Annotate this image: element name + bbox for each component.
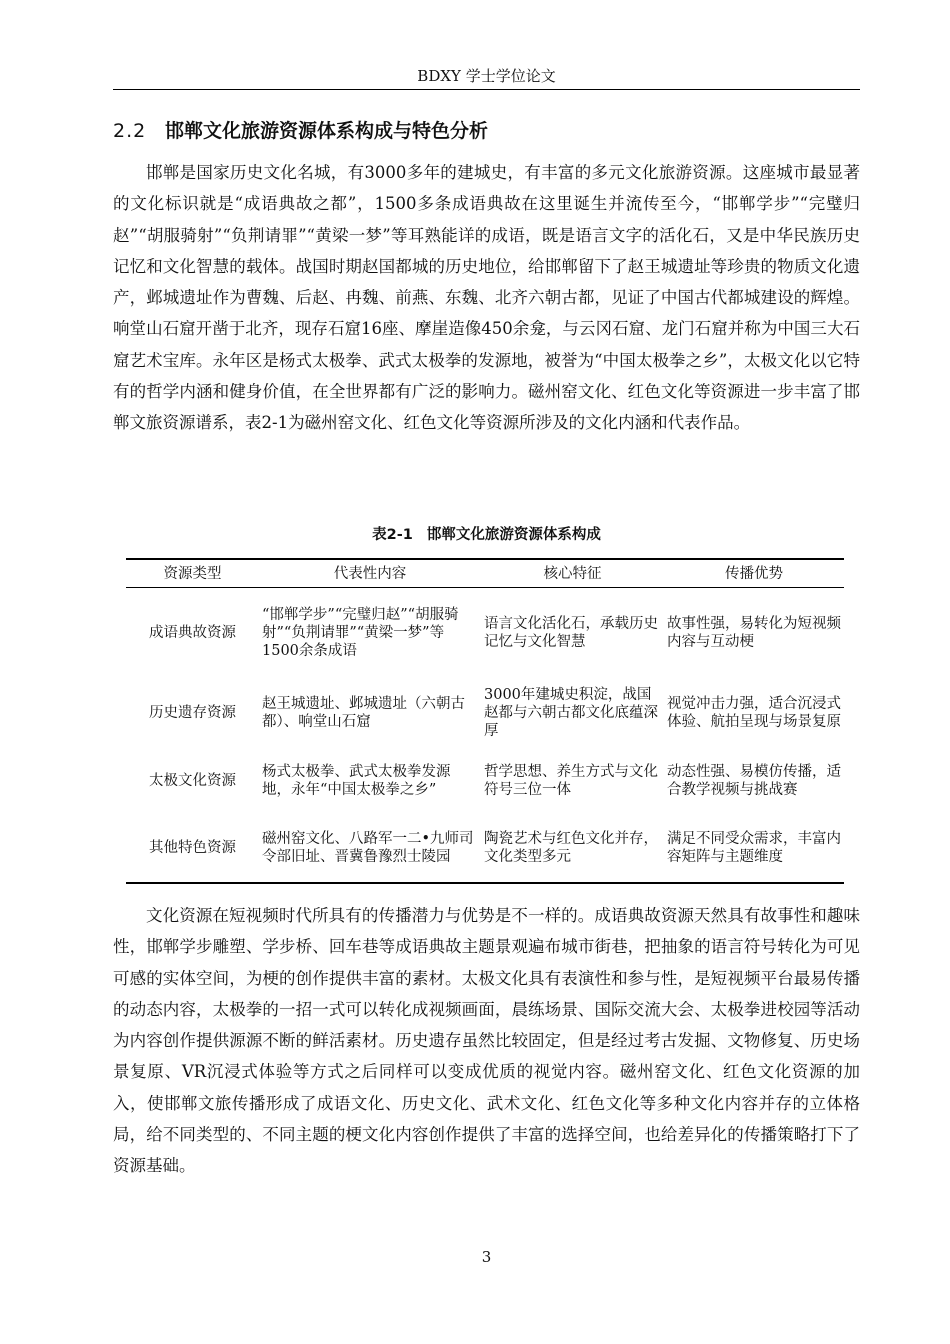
- table-caption-number: 表2-1: [372, 527, 413, 543]
- spread-advantage-cell: 故事性强，易转化为短视频内容与互动梗: [667, 616, 841, 651]
- column-header-advantage: 传播优势: [664, 559, 844, 588]
- representative-content-cell: 杨式太极拳、武式太极拳发源地，永年“中国太极拳之乡”: [262, 764, 451, 799]
- table-row: [126, 815, 844, 883]
- table-row: [126, 588, 844, 680]
- column-header-type: 资源类型: [126, 559, 259, 588]
- section-heading: [113, 117, 860, 145]
- column-header-feature: 核心特征: [481, 559, 664, 588]
- representative-content-cell: “邯郸学步”“完璧归赵”“胡服骑射”“负荆请罪”“黄梁一梦”等1500余条成语: [262, 606, 459, 660]
- header-rule: [113, 89, 860, 90]
- resource-type-cell: 其他特色资源: [126, 815, 259, 883]
- section-title: 邯郸文化旅游资源体系构成与特色分析: [165, 120, 489, 142]
- resource-type-cell: 太极文化资源: [149, 773, 236, 790]
- table-header-row: [126, 559, 844, 588]
- representative-content-cell: 磁州窑文化、八路军一二•九师司令部旧址、晋冀鲁豫烈士陵园: [259, 815, 481, 883]
- resource-table: [126, 558, 844, 884]
- core-feature-cell: 陶瓷艺术与红色文化并存，文化类型多元: [481, 815, 664, 883]
- body-paragraph-2: 文化资源在短视频时代所具有的传播潜力与优势是不一样的。成语典故资源天然具有故事性和趣味性，邯郸学步雕塑、学步桥、回车巷等成语典故主题景观遍布城市街巷，把抽象的语言符号转化为可见可感的实体空间，为梗的创作提供丰富的素材。太极文化具有表演性和参与性，是短视频平台最易传播的动态内容，太极拳的一招一式可以转化成视频画面，晨练场景、国际交流大会、太极拳进校园等活动为内容创作提供源源不断的鲜活素材。历史遗存虽然比较固定，但是经过考古发掘、文物修复、历史场景复原、VR沉浸式体验等方式之后同样可以变成优质的视觉内容。磁州窑文化、红色文化资源的加入，使邯郸文旅传播形成了成语文化、历史文化、武术文化、红色文化等多种文化内容并存的立体格局，给不同类型的、不同主题的梗文化内容创作提供了丰富的选择空间，也给差异化的传播策略打下了资源基础。: [113, 906, 860, 1176]
- spread-advantage-cell: 动态性强、易模仿传播，适合教学视频与挑战赛: [667, 764, 841, 799]
- table-caption-title: 邯郸文化旅游资源体系构成: [426, 527, 601, 543]
- table-row: [126, 679, 844, 748]
- page-number: 3: [481, 1248, 492, 1266]
- core-feature-cell: 哲学思想、养生方式与文化符号三位一体: [484, 764, 658, 799]
- resource-type-cell: 历史遗存资源: [149, 705, 236, 722]
- resource-type-cell: 成语典故资源: [149, 625, 236, 642]
- representative-content-cell: 赵王城遗址、邺城遗址（六朝古都）、响堂山石窟: [262, 696, 465, 731]
- core-feature-cell: 3000年建城史积淀，战国赵都与六朝古都文化底蕴深厚: [484, 686, 658, 740]
- spread-advantage-cell: 视觉冲击力强，适合沉浸式体验、航拍呈现与场景复原: [667, 696, 841, 731]
- spread-advantage-cell: 满足不同受众需求，丰富内容矩阵与主题维度: [664, 815, 844, 883]
- section-number: 2.2: [113, 120, 147, 142]
- table-caption: [113, 524, 860, 546]
- core-feature-cell: 语言文化活化石，承载历史记忆与文化智慧: [484, 616, 658, 651]
- table-row: [126, 748, 844, 815]
- running-header: BDXY 学士学位论文: [417, 67, 556, 85]
- body-paragraph-1: 邯郸是国家历史文化名城，有3000多年的建城史，有丰富的多元文化旅游资源。这座城市最显著的文化标识就是“成语典故之都”，1500多条成语典故在这里诞生并流传至今，“邯郸学步”“完璧归赵”“胡服骑射”“负荆请罪”“黄梁一梦”等耳熟能详的成语，既是语言文字的活化石，又是中华民族历史记忆和文化智慧的载体。战国时期赵国都城的历史地位，给邯郸留下了赵王城遗址等珍贵的物质文化遗产，邺城遗址作为曹魏、后赵、冉魏、前燕、东魏、北齐六朝古都，见证了中国古代都城建设的辉煌。响堂山石窟开凿于北齐，现存石窟16座、摩崖造像450余龛，与云冈石窟、龙门石窟并称为中国三大石窟艺术宝库。永年区是杨式太极拳、武式太极拳的发源地，被誉为“中国太极拳之乡”，太极文化以它特有的哲学内涵和健身价值，在全世界都有广泛的影响力。磁州窑文化、红色文化等资源进一步丰富了邯郸文旅资源谱系，表2-1为磁州窑文化、红色文化等资源所涉及的文化内涵和代表作品。: [113, 163, 860, 433]
- column-header-content: 代表性内容: [259, 559, 481, 588]
